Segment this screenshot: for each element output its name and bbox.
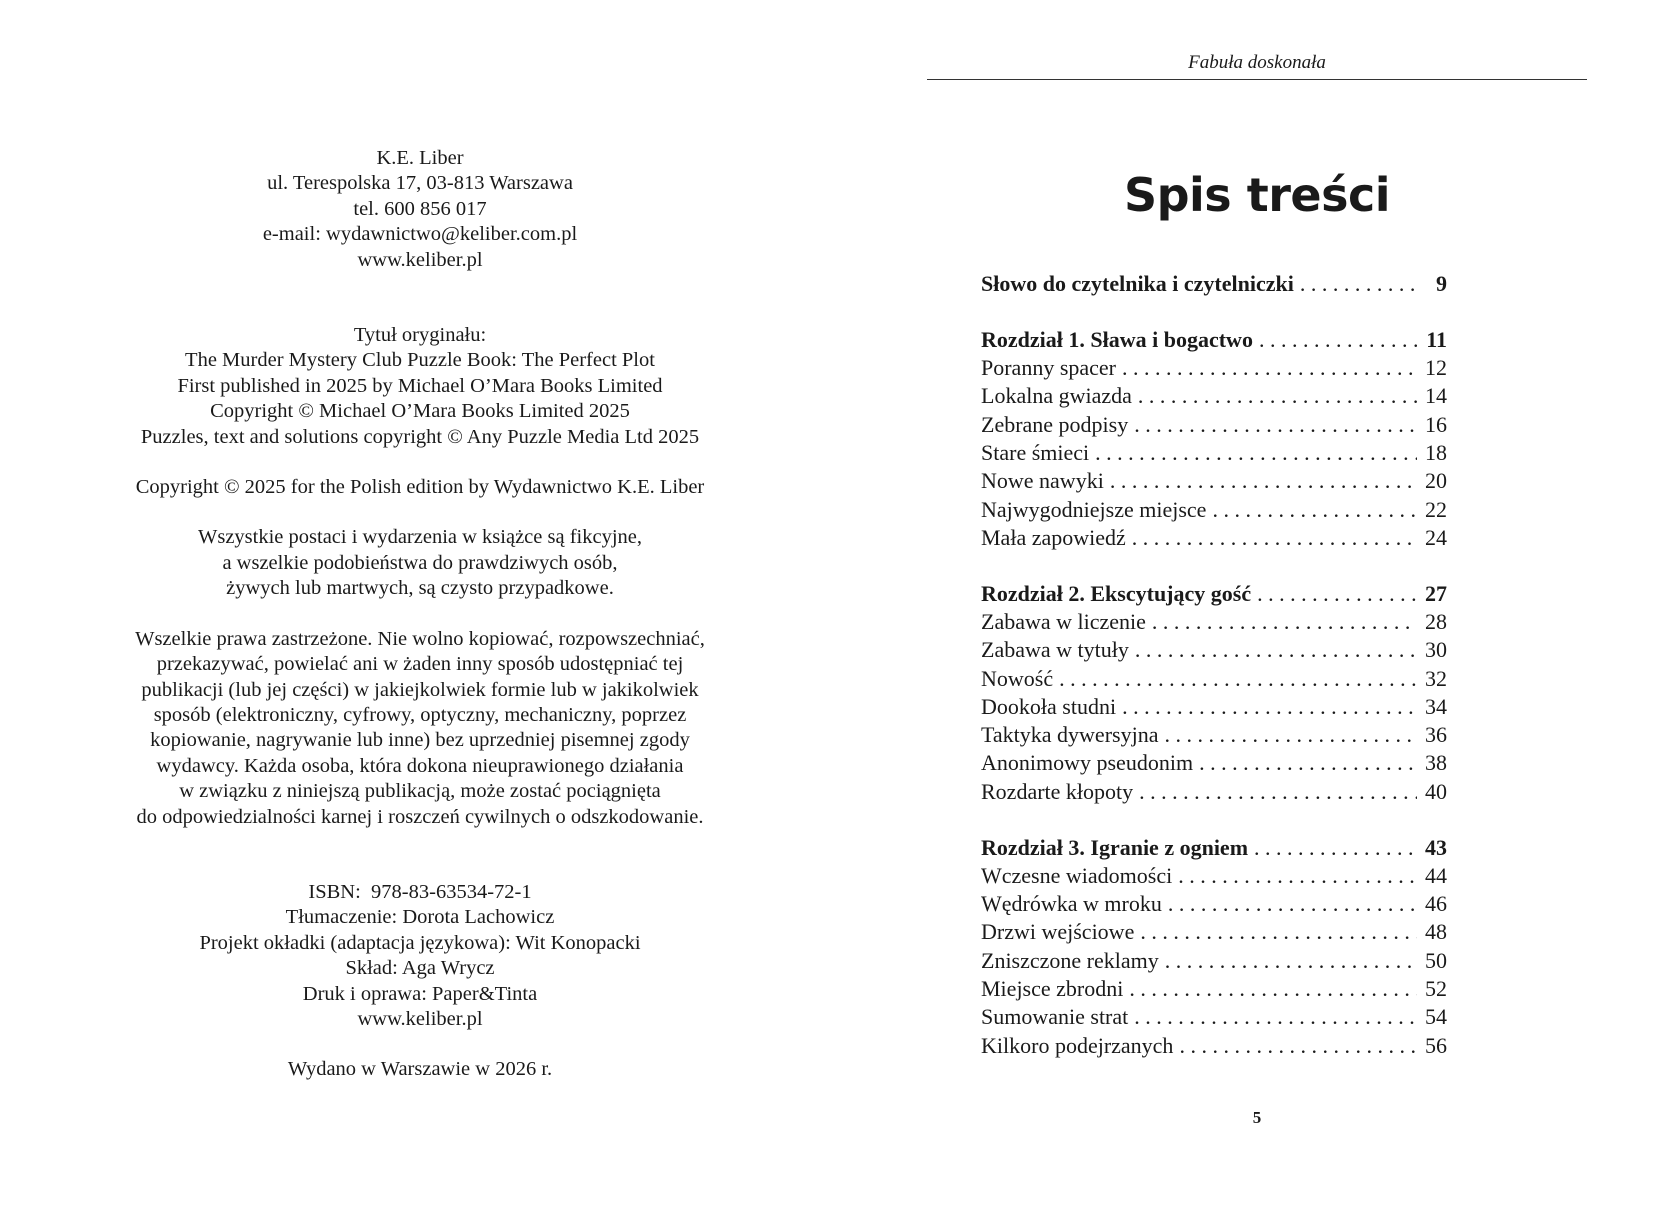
contents-page <box>827 0 1654 1211</box>
toc-entry-page: 14 <box>1425 383 1447 409</box>
table-of-contents <box>981 271 1447 1061</box>
toc-entry-page: 11 <box>1426 326 1447 352</box>
toc-entry <box>981 440 1447 468</box>
toc-entry-page: 28 <box>1425 608 1447 634</box>
toc-entry-page: 48 <box>1425 919 1447 945</box>
toc-entry-title: Sumowanie strat <box>981 1004 1129 1030</box>
toc-entry <box>981 779 1447 807</box>
toc-entry-title: Taktyka dywersyjna <box>981 722 1159 748</box>
toc-leader-dots <box>1134 412 1417 438</box>
toc-entry <box>981 383 1447 411</box>
toc-entry-page: 16 <box>1425 411 1447 437</box>
toc-entry-title: Poranny spacer <box>981 355 1117 381</box>
toc-entry-page: 9 <box>1436 271 1447 296</box>
toc-entry <box>981 1004 1447 1032</box>
toc-entry-title: Wędrówka w mroku <box>981 891 1162 917</box>
toc-entry-page: 54 <box>1425 1004 1447 1030</box>
toc-entry-page: 18 <box>1425 439 1447 465</box>
toc-entry-page: 56 <box>1425 1032 1447 1058</box>
toc-entry <box>981 891 1447 919</box>
toc-entry-title: Miejsce zbrodni <box>981 976 1124 1002</box>
credit-line: Tłumaczenie: Dorota Lachowicz <box>285 906 555 929</box>
page-title: Spis treści <box>1123 168 1390 222</box>
rights-line: wydawcy. Każda osoba, która dokona nieuprawionego działania <box>156 754 684 777</box>
toc-entry-page: 12 <box>1425 355 1447 381</box>
toc-entry-title: Wczesne wiadomości <box>981 862 1173 888</box>
rights-line: kopiowanie, nagrywanie lub inne) bez uprzedniej pisemnej zgody <box>150 729 690 752</box>
rights-line: Wszelkie prawa zastrzeżone. Nie wolno kopiować, rozpowszechniać, <box>135 627 705 650</box>
toc-entry-title: Rozdział 3. Igranie z ogniem <box>981 834 1249 860</box>
toc-entry-page: 46 <box>1425 891 1447 917</box>
notice-line: Wszystkie postaci i wydarzenia w książce są fikcyjne, <box>198 526 642 549</box>
toc-leader-dots <box>1134 1004 1417 1030</box>
publisher-line: ul. Terespolska 17, 03-813 Warszawa <box>267 172 573 195</box>
toc-entry-title: Lokalna gwiazda <box>981 383 1132 409</box>
toc-entry <box>981 666 1447 694</box>
toc-entry-page: 40 <box>1425 778 1447 804</box>
toc-entry-title: Drzwi wejściowe <box>981 919 1135 945</box>
toc-leader-dots <box>1257 581 1417 607</box>
toc-leader-dots <box>1152 609 1417 635</box>
toc-entry-page: 27 <box>1425 580 1447 606</box>
toc-entry-page: 24 <box>1425 524 1447 550</box>
page-number: 5 <box>1252 1108 1262 1127</box>
toc-entry-title: Zniszczone reklamy <box>981 947 1159 973</box>
toc-entry <box>981 722 1447 750</box>
toc-entry <box>981 637 1447 665</box>
toc-leader-dots <box>1122 355 1417 381</box>
rights-line: w związku z niniejszą publikacją, może zostać pociągnięta <box>179 780 661 803</box>
toc-leader-dots <box>1059 666 1417 692</box>
toc-leader-dots <box>1165 948 1417 974</box>
toc-entry-title: Anonimowy pseudonim <box>981 750 1194 776</box>
publisher-line: www.keliber.pl <box>357 248 483 271</box>
toc-entry <box>981 863 1447 891</box>
notice-line: a wszelkie podobieństwa do prawdziwych osób, <box>222 551 618 574</box>
toc-entry-title: Rozdarte kłopoty <box>981 778 1134 804</box>
toc-leader-dots <box>1199 750 1417 776</box>
polish-copyright: Copyright © 2025 for the Polish edition by Wydawnictwo K.E. Liber <box>135 476 705 499</box>
imprint-block <box>95 146 745 1083</box>
toc-entry <box>981 355 1447 383</box>
toc-entry-title: Słowo do czytelnika i czytelniczki <box>981 271 1294 296</box>
toc-leader-dots <box>1139 779 1417 805</box>
toc-entry <box>981 919 1447 947</box>
running-head: Fabuła doskonała <box>1188 52 1326 73</box>
toc-heading <box>981 835 1447 863</box>
notice-line: żywych lub martwych, są czysto przypadkowe. <box>226 577 614 600</box>
toc-entry-title: Nowe nawyki <box>981 468 1104 494</box>
rights-line: do odpowiedzialności karnej i roszczeń cywilnych o odszkodowanie. <box>136 805 704 828</box>
toc-leader-dots <box>1168 891 1417 917</box>
toc-entry-title: Najwygodniejsze miejsce <box>981 496 1207 522</box>
toc-entry-title: Mała zapowiedź <box>981 524 1126 550</box>
toc-entry-page: 43 <box>1425 834 1447 860</box>
publisher-line: K.E. Liber <box>376 147 464 169</box>
credits <box>95 880 745 1032</box>
publisher-info <box>95 146 745 273</box>
original-line: Copyright © Michael O’Mara Books Limited 2025 <box>210 400 630 423</box>
credit-line: Skład: Aga Wrycz <box>345 957 495 980</box>
original-line: First published in 2025 by Michael O’Mara Books Limited <box>177 374 663 397</box>
toc-entry-page: 30 <box>1425 637 1447 663</box>
toc-entry-title: Zebrane podpisy <box>981 411 1129 437</box>
toc-leader-dots <box>1164 722 1417 748</box>
toc-leader-dots <box>1140 919 1417 945</box>
toc-entry-page: 34 <box>1425 693 1447 719</box>
toc-entry-page: 50 <box>1425 947 1447 973</box>
toc-entry-title: Kilkoro podejrzanych <box>981 1032 1174 1058</box>
header-rule <box>927 79 1587 80</box>
toc-leader-dots <box>1259 327 1417 353</box>
original-line: Puzzles, text and solutions copyright © Any Puzzle Media Ltd 2025 <box>140 425 700 448</box>
toc-leader-dots <box>1122 694 1417 720</box>
toc-entry-title: Rozdział 1. Sława i bogactwo <box>981 326 1253 352</box>
credit-line: Projekt okładki (adaptacja językowa): Wit Konopacki <box>199 931 641 954</box>
toc-heading <box>981 271 1447 299</box>
credit-line: Druk i oprawa: Paper&Tinta <box>302 982 538 1005</box>
original-title-info <box>95 323 745 450</box>
fiction-notice <box>95 525 745 601</box>
toc-entry-page: 38 <box>1425 750 1447 776</box>
toc-entry-title: Stare śmieci <box>981 439 1090 465</box>
credit-line: ISBN: 978-83-63534-72-1 <box>308 880 532 903</box>
toc-entry <box>981 750 1447 778</box>
toc-entry <box>981 694 1447 722</box>
toc-leader-dots <box>1300 271 1417 297</box>
toc-entry-title: Nowość <box>981 665 1054 691</box>
publisher-line: tel. 600 856 017 <box>353 197 487 220</box>
published-note: Wydano w Warszawie w 2026 r. <box>287 1058 553 1081</box>
toc-entry <box>981 976 1447 1004</box>
toc-leader-dots <box>1138 383 1417 409</box>
toc-entry <box>981 497 1447 525</box>
toc-entry-page: 22 <box>1425 496 1447 522</box>
toc-entry <box>981 948 1447 976</box>
toc-entry-title: Rozdział 2. Ekscytujący gość <box>981 580 1252 606</box>
toc-entry-page: 36 <box>1425 722 1447 748</box>
toc-entry <box>981 525 1447 553</box>
toc-heading <box>981 327 1447 355</box>
toc-entry-title: Zabawa w tytuły <box>981 637 1129 663</box>
toc-leader-dots <box>1129 976 1417 1002</box>
toc-entry <box>981 468 1447 496</box>
toc-entry-page: 32 <box>1425 665 1447 691</box>
toc-leader-dots <box>1135 637 1417 663</box>
toc-entry-title: Dookoła studni <box>981 693 1117 719</box>
toc-heading <box>981 581 1447 609</box>
toc-leader-dots <box>1212 497 1417 523</box>
toc-entry-page: 52 <box>1425 976 1447 1002</box>
toc-entry-title: Zabawa w liczenie <box>981 608 1146 634</box>
toc-leader-dots <box>1095 440 1417 466</box>
toc-leader-dots <box>1110 468 1417 494</box>
toc-leader-dots <box>1179 1033 1417 1059</box>
original-line: Tytuł oryginału: <box>353 324 487 347</box>
toc-entry-page: 20 <box>1425 468 1447 494</box>
toc-entry <box>981 412 1447 440</box>
toc-entry <box>981 609 1447 637</box>
rights-line: publikacji (lub jej części) w jakiejkolwiek formie lub w jakikolwiek <box>141 678 699 701</box>
toc-leader-dots <box>1132 525 1417 551</box>
original-line: The Murder Mystery Club Puzzle Book: The Perfect Plot <box>185 349 655 372</box>
publisher-line: e-mail: wydawnictwo@keliber.com.pl <box>262 223 578 246</box>
rights-line: przekazywać, powielać ani w żaden inny sposób udostępniać tej <box>156 653 684 676</box>
toc-entry-page: 44 <box>1425 862 1447 888</box>
rights-line: sposób (elektroniczny, cyfrowy, optyczny, mechaniczny, poprzez <box>153 703 687 726</box>
toc-leader-dots <box>1254 835 1417 861</box>
toc-entry <box>981 1033 1447 1061</box>
credit-line: www.keliber.pl <box>357 1007 483 1030</box>
toc-leader-dots <box>1178 863 1417 889</box>
rights-notice <box>95 627 745 830</box>
